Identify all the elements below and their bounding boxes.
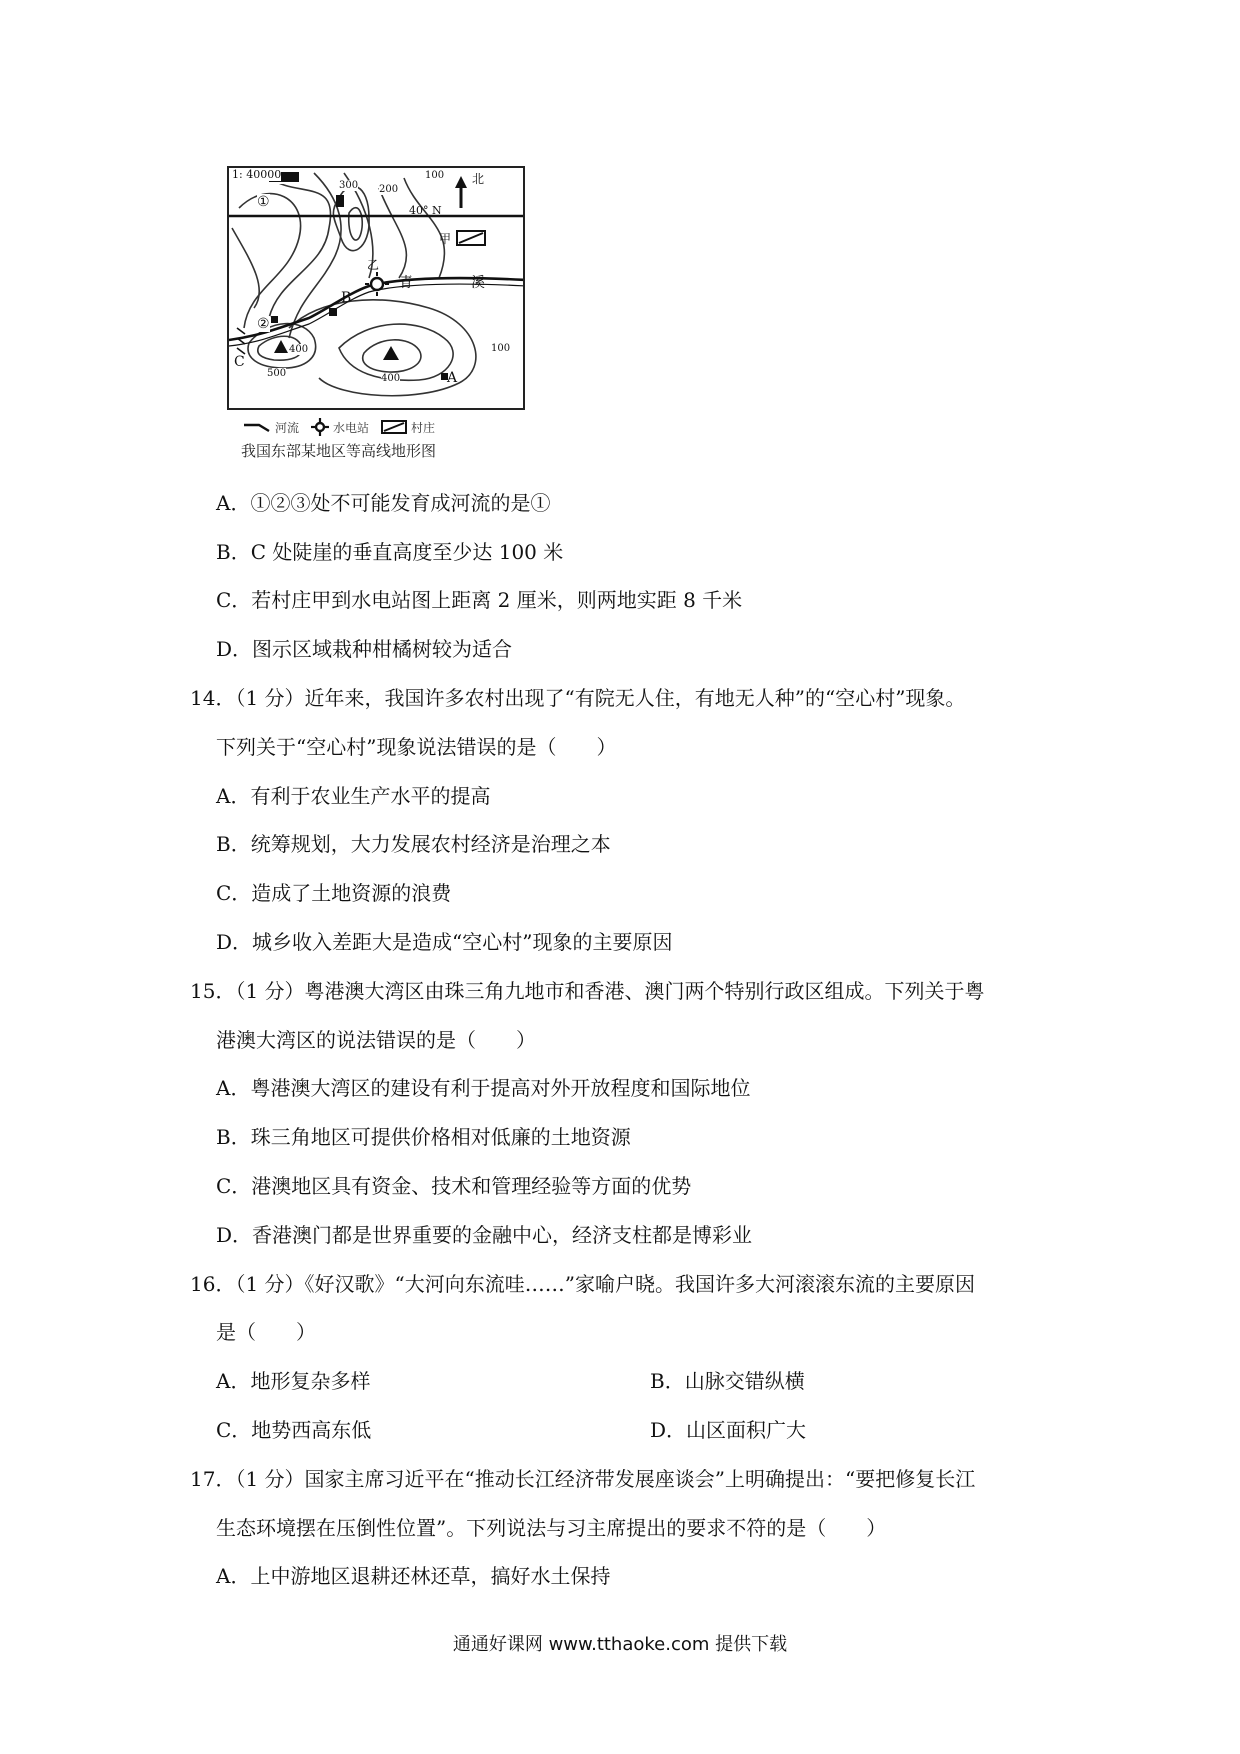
q15-stem-line2: 港澳大湾区的说法错误的是（ ） (216, 1028, 536, 1052)
map-station-yi-label: 乙 (367, 258, 380, 272)
q17-stem-line2: 生态环境摆在压倒性位置”。下列说法与习主席提出的要求不符的是（ ） (216, 1516, 887, 1540)
map-point-c: C (234, 354, 245, 370)
village-icon (381, 420, 407, 434)
map-contour-400b: 400 (381, 373, 401, 384)
map-point-b: B (341, 290, 352, 306)
q14-option-c: C．造成了土地资源的浪费 (216, 881, 452, 905)
river-icon (243, 421, 271, 433)
map-river-name-1: 青 (399, 275, 413, 291)
map-contour-400a: 400 (289, 344, 309, 355)
q13-option-c: C．若村庄甲到水电站图上距离 2 厘米，则两地实距 8 千米 (216, 588, 743, 612)
q14-option-a: A．有利于农业生产水平的提高 (216, 784, 491, 808)
legend-station (311, 418, 369, 436)
page-footer: 通通好课网 www.tthaoke.com 提供下载 (452, 1634, 788, 1655)
q17-stem-line1: 17．（1 分）国家主席习近平在“推动长江经济带发展座谈会”上明确提出：“要把修复长江 (190, 1467, 976, 1491)
q14-option-d: D．城乡收入差距大是造成“空心村”现象的主要原因 (216, 930, 673, 954)
q16-option-c: C．地势西高东低 (216, 1418, 372, 1442)
q15-stem-line1: 15．（1 分）粤港澳大湾区由珠三角九地市和香港、澳门两个特别行政区组成。下列关于粤 (190, 979, 985, 1003)
legend-village (381, 419, 435, 436)
map-mark-1: ① (257, 194, 270, 210)
q14-stem-line1: 14．（1 分）近年来，我国许多农村出现了“有院无人住，有地无人种”的“空心村”现象。 (190, 686, 966, 710)
q17-option-a: A．上中游地区退耕还林还草，搞好水土保持 (216, 1564, 611, 1588)
map-lat-label: 40° N (409, 204, 442, 217)
map-north-label: 北 (472, 172, 485, 186)
q16-option-a: A．地形复杂多样 (216, 1369, 371, 1393)
q16-stem-line1: 16．（1 分）《好汉歌》“大河向东流哇……”家喻户晓。我国许多大河滚滚东流的主要原因 (190, 1272, 975, 1296)
q16-option-b: B．山脉交错纵横 (650, 1369, 805, 1393)
legend-river-label: 河流 (275, 420, 300, 435)
map-contour-100a: 100 (425, 170, 445, 181)
map-mark-2: ② (257, 316, 270, 332)
legend-station-label: 水电站 (333, 420, 370, 435)
map-contour-200: 200 (379, 184, 399, 195)
map-contour-500: 500 (267, 368, 287, 379)
contour-map (227, 166, 525, 410)
q16-option-d: D．山区面积广大 (650, 1418, 807, 1442)
map-contour-300: 300 (339, 180, 359, 191)
q15-option-c: C．港澳地区具有资金、技术和管理经验等方面的优势 (216, 1174, 692, 1198)
q13-option-a: A．①②③处不可能发育成河流的是① (216, 491, 551, 515)
map-contour-100b: 100 (491, 343, 511, 354)
q15-option-a: A．粤港澳大湾区的建设有利于提高对外开放程度和国际地位 (216, 1076, 751, 1100)
q13-option-b: B．C 处陡崖的垂直高度至少达 100 米 (216, 540, 564, 564)
contour-map-figure (227, 166, 527, 466)
q13-option-d: D．图示区域栽种柑橘树较为适合 (216, 637, 513, 661)
q15-option-d: D．香港澳门都是世界重要的金融中心，经济支柱都是博彩业 (216, 1223, 753, 1247)
q15-option-b: B．珠三角地区可提供价格相对低廉的土地资源 (216, 1125, 631, 1149)
gear-icon (311, 418, 329, 436)
q14-stem-line2: 下列关于“空心村”现象说法错误的是（ ） (216, 735, 617, 759)
map-scale-label: 1: 40000 (232, 168, 282, 181)
map-river-name-2: 溪 (471, 275, 485, 291)
legend-river (243, 419, 299, 436)
legend-village-label: 村庄 (411, 420, 436, 435)
q16-stem-line2: 是（ ） (216, 1320, 316, 1344)
map-point-a: A (447, 370, 458, 386)
map-legend (243, 416, 533, 438)
figure-caption: 我国东部某地区等高线地形图 (241, 442, 437, 460)
q14-option-b: B．统筹规划，大力发展农村经济是治理之本 (216, 832, 611, 856)
map-village-jia-label: 甲 (439, 232, 452, 246)
